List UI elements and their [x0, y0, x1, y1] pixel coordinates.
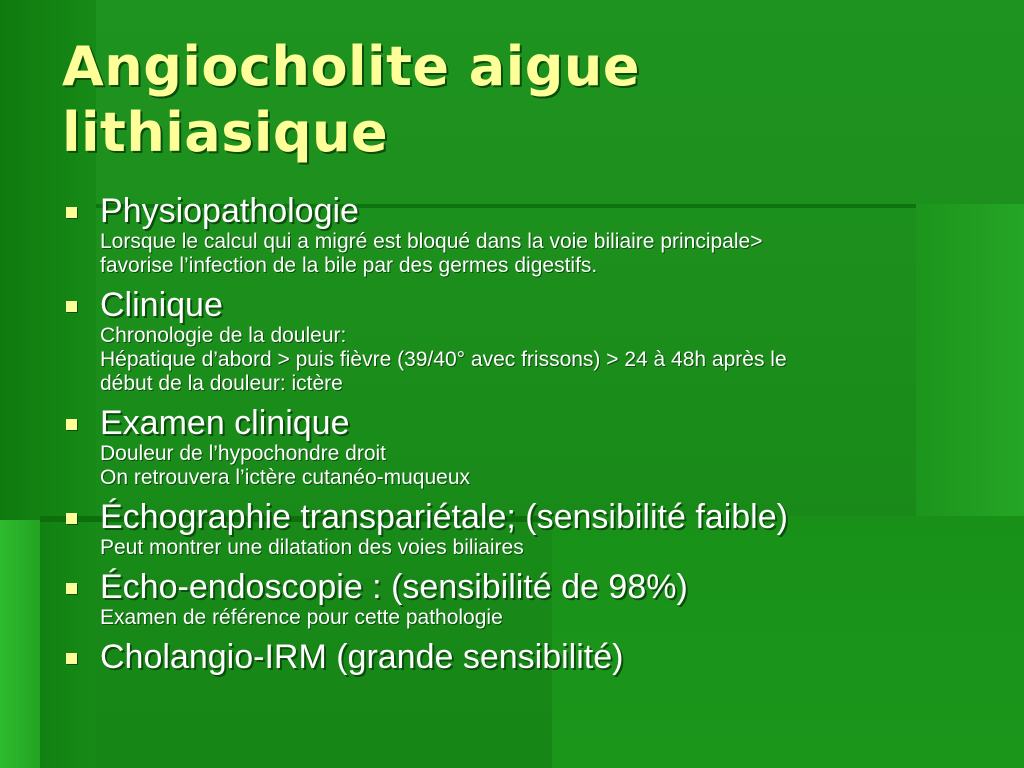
square-bullet-icon	[66, 583, 77, 594]
list-item-echographie	[64, 498, 964, 560]
background-band-left-light	[0, 520, 40, 768]
list-item-heading: Examen clinique	[100, 404, 350, 442]
list-item-detail: Douleur de l’hypochondre droit	[100, 442, 387, 465]
list-item-detail: On retrouvera l’ictère cutanéo-muqueux	[100, 466, 471, 489]
square-bullet-icon	[66, 207, 77, 218]
list-item-detail: début de la douleur: ictère	[100, 372, 343, 395]
square-bullet-icon	[66, 653, 77, 664]
list-item-detail: Hépatique d’abord > puis fièvre (39/40° avec frissons) > 24 à 48h après le	[100, 348, 787, 371]
list-item-cholangio-irm	[64, 638, 964, 676]
slide-title-line-1: Angiocholite aigue	[62, 35, 640, 98]
bullet-list	[64, 192, 964, 684]
list-item-heading: Échographie transpariétale; (sensibilité faible)	[100, 498, 788, 536]
slide-title	[62, 34, 962, 166]
list-item-detail: Peut montrer une dilatation des voies biliaires	[100, 536, 524, 559]
square-bullet-icon	[66, 513, 77, 524]
list-item-examen-clinique	[64, 404, 964, 490]
list-item-heading: Clinique	[100, 286, 223, 324]
list-item-clinique	[64, 286, 964, 396]
list-item-physiopathologie	[64, 192, 964, 278]
square-bullet-icon	[66, 301, 77, 312]
list-item-detail: Lorsque le calcul qui a migré est bloqué dans la voie biliaire principale>	[100, 230, 763, 253]
list-item-heading: Cholangio-IRM (grande sensibilité)	[100, 638, 624, 676]
list-item-heading: Écho-endoscopie : (sensibilité de 98%)	[100, 568, 688, 606]
list-item-heading: Physiopathologie	[100, 192, 359, 230]
square-bullet-icon	[66, 419, 77, 430]
list-item-detail: Chronologie de la douleur:	[100, 324, 347, 347]
slide-title-line-2: lithiasique	[62, 101, 389, 164]
list-item-detail: favorise l’infection de la bile par des germes digestifs.	[100, 254, 598, 277]
list-item-detail: Examen de référence pour cette pathologie	[100, 606, 503, 629]
list-item-echo-endoscopie	[64, 568, 964, 630]
